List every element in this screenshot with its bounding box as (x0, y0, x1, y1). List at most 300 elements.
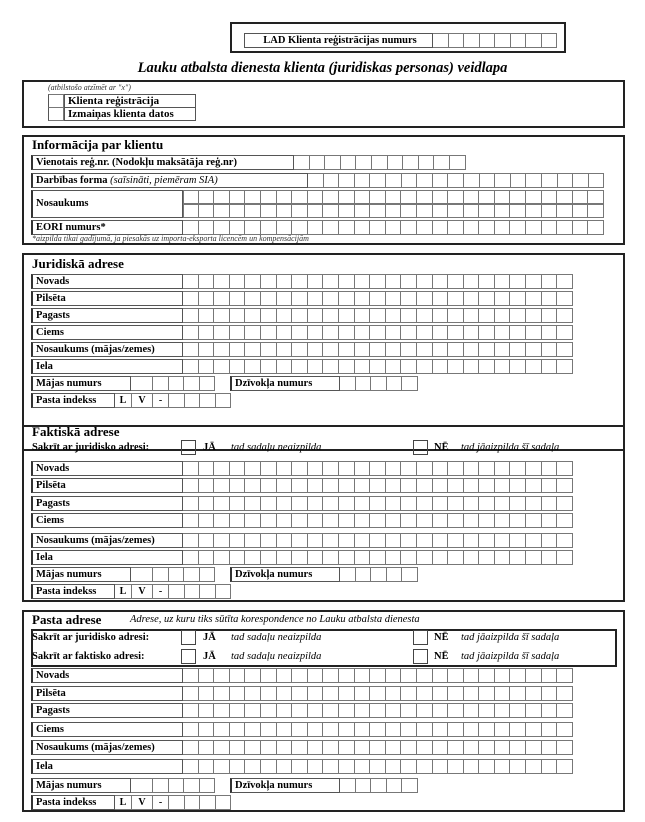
char-cell[interactable] (433, 461, 449, 476)
char-cell[interactable] (323, 325, 339, 340)
char-cell[interactable] (479, 722, 495, 737)
char-cell[interactable] (526, 668, 542, 683)
char-cell[interactable] (199, 703, 215, 718)
char-cell[interactable] (214, 668, 230, 683)
char-cell[interactable] (292, 204, 308, 218)
char-cell[interactable] (355, 478, 371, 493)
char-cell[interactable] (401, 722, 417, 737)
char-cell[interactable] (386, 703, 402, 718)
char-cell[interactable] (433, 359, 449, 374)
char-cell[interactable] (323, 686, 339, 701)
char-cell[interactable] (510, 722, 526, 737)
char-cell[interactable] (339, 325, 355, 340)
char-cell[interactable] (526, 740, 542, 755)
char-cell[interactable] (510, 513, 526, 528)
char-cell[interactable] (183, 740, 199, 755)
char-cell[interactable] (573, 190, 589, 204)
char-cell[interactable] (526, 703, 542, 718)
char-cell[interactable] (200, 567, 216, 582)
char-cell[interactable] (557, 513, 573, 528)
char-cell[interactable] (557, 496, 573, 511)
char-cell[interactable] (495, 668, 511, 683)
char-cell[interactable] (573, 220, 589, 235)
char-cell[interactable] (526, 342, 542, 357)
char-cell[interactable] (245, 513, 261, 528)
char-cell[interactable] (169, 778, 185, 793)
char-cell[interactable] (386, 461, 402, 476)
char-cell[interactable] (542, 173, 558, 188)
char-cell[interactable] (277, 478, 293, 493)
char-cell[interactable] (308, 291, 324, 306)
char-cell[interactable] (230, 740, 246, 755)
char-cell[interactable] (323, 478, 339, 493)
char-cell[interactable] (355, 325, 371, 340)
char-cell[interactable] (230, 759, 246, 774)
char-cell[interactable] (557, 703, 573, 718)
char-cell[interactable] (448, 478, 464, 493)
char-cell[interactable] (448, 533, 464, 548)
char-cell[interactable] (495, 291, 511, 306)
char-cell[interactable] (448, 308, 464, 323)
char-cell[interactable] (261, 759, 277, 774)
char-cell[interactable] (557, 550, 573, 565)
char-cell[interactable] (401, 274, 417, 289)
char-cell[interactable] (495, 220, 511, 235)
char-cell[interactable] (261, 533, 277, 548)
char-cell[interactable] (214, 550, 230, 565)
char-cell[interactable] (495, 461, 511, 476)
char-cell[interactable] (542, 533, 558, 548)
char-cell[interactable] (557, 461, 573, 476)
char-cell[interactable] (401, 759, 417, 774)
char-cell[interactable] (464, 513, 480, 528)
char-cell[interactable] (495, 342, 511, 357)
char-cell[interactable] (308, 274, 324, 289)
char-cell[interactable] (277, 703, 293, 718)
char-cell[interactable] (448, 342, 464, 357)
char-cell[interactable] (339, 550, 355, 565)
char-cell[interactable] (495, 513, 511, 528)
char-cell[interactable] (339, 513, 355, 528)
char-cell[interactable] (245, 686, 261, 701)
char-cell[interactable] (339, 496, 355, 511)
char-cell[interactable] (542, 325, 558, 340)
char-cell[interactable] (495, 550, 511, 565)
char-cell[interactable] (433, 204, 449, 218)
char-cell[interactable] (339, 342, 355, 357)
char-cell[interactable] (557, 342, 573, 357)
char-cell[interactable] (557, 204, 573, 218)
char-cell[interactable] (216, 393, 232, 408)
char-cell[interactable] (230, 668, 246, 683)
char-cell[interactable] (277, 722, 293, 737)
char-cell[interactable] (245, 308, 261, 323)
char-cell[interactable] (495, 703, 511, 718)
char-cell[interactable] (464, 722, 480, 737)
char-cell[interactable] (294, 155, 310, 170)
char-cell[interactable] (355, 722, 371, 737)
char-cell[interactable] (464, 308, 480, 323)
char-cell[interactable] (261, 220, 277, 235)
char-cell[interactable] (417, 359, 433, 374)
char-cell[interactable] (277, 740, 293, 755)
char-cell[interactable] (169, 584, 185, 599)
char-cell[interactable] (387, 567, 403, 582)
char-cell[interactable] (230, 291, 246, 306)
char-cell[interactable] (557, 325, 573, 340)
char-cell[interactable] (245, 533, 261, 548)
char-cell[interactable] (199, 461, 215, 476)
char-cell[interactable] (526, 274, 542, 289)
char-cell[interactable] (417, 686, 433, 701)
char-cell[interactable] (495, 759, 511, 774)
char-cell[interactable] (464, 759, 480, 774)
char-cell[interactable] (183, 308, 199, 323)
char-cell[interactable] (261, 204, 277, 218)
char-cell[interactable] (245, 220, 261, 235)
char-cell[interactable] (479, 513, 495, 528)
char-cell[interactable] (339, 668, 355, 683)
char-cell[interactable] (292, 220, 308, 235)
char-cell[interactable] (323, 550, 339, 565)
char-cell[interactable] (479, 190, 495, 204)
char-cell[interactable] (526, 722, 542, 737)
char-cell[interactable] (479, 308, 495, 323)
char-cell[interactable] (386, 478, 402, 493)
char-cell[interactable] (401, 513, 417, 528)
char-cell[interactable] (417, 759, 433, 774)
char-cell[interactable] (214, 220, 230, 235)
char-cell[interactable] (542, 204, 558, 218)
char-cell[interactable] (339, 461, 355, 476)
char-cell[interactable] (214, 461, 230, 476)
char-cell[interactable] (183, 513, 199, 528)
char-cell[interactable] (339, 703, 355, 718)
char-cell[interactable] (387, 376, 403, 391)
char-cell[interactable] (511, 33, 527, 48)
char-cell[interactable] (510, 668, 526, 683)
char-cell[interactable] (573, 173, 589, 188)
checkbox-data-changes[interactable] (48, 107, 64, 121)
char-cell[interactable] (230, 359, 246, 374)
char-cell[interactable] (417, 204, 433, 218)
char-cell[interactable] (214, 686, 230, 701)
char-cell[interactable] (214, 190, 230, 204)
char-cell[interactable] (510, 204, 526, 218)
char-cell[interactable] (292, 686, 308, 701)
char-cell[interactable] (433, 740, 449, 755)
char-cell[interactable] (401, 703, 417, 718)
char-cell[interactable] (479, 274, 495, 289)
char-cell[interactable] (214, 759, 230, 774)
char-cell[interactable] (277, 496, 293, 511)
char-cell[interactable] (433, 759, 449, 774)
char-cell[interactable] (479, 461, 495, 476)
char-cell[interactable] (308, 220, 324, 235)
char-cell[interactable] (355, 291, 371, 306)
char-cell[interactable] (131, 778, 153, 793)
char-cell[interactable] (464, 325, 480, 340)
char-cell[interactable] (417, 513, 433, 528)
char-cell[interactable] (292, 703, 308, 718)
char-cell[interactable] (323, 204, 339, 218)
char-cell[interactable] (230, 478, 246, 493)
char-cell[interactable] (464, 274, 480, 289)
char-cell[interactable] (526, 513, 542, 528)
char-cell[interactable] (542, 550, 558, 565)
char-cell[interactable] (417, 190, 433, 204)
char-cell[interactable] (277, 342, 293, 357)
char-cell[interactable] (510, 308, 526, 323)
char-cell[interactable] (184, 778, 200, 793)
char-cell[interactable] (355, 686, 371, 701)
char-cell[interactable] (557, 533, 573, 548)
char-cell[interactable] (448, 220, 464, 235)
char-cell[interactable] (433, 686, 449, 701)
char-cell[interactable] (199, 274, 215, 289)
char-cell[interactable] (370, 173, 386, 188)
char-cell[interactable] (199, 220, 215, 235)
char-cell[interactable] (401, 461, 417, 476)
char-cell[interactable] (214, 740, 230, 755)
char-cell[interactable] (417, 496, 433, 511)
char-cell[interactable] (495, 496, 511, 511)
char-cell[interactable] (277, 550, 293, 565)
checkbox-client-registration[interactable] (48, 94, 64, 108)
char-cell[interactable] (401, 308, 417, 323)
char-cell[interactable] (433, 220, 449, 235)
char-cell[interactable] (292, 496, 308, 511)
char-cell[interactable] (355, 190, 371, 204)
char-cell[interactable] (153, 567, 169, 582)
char-cell[interactable] (386, 291, 402, 306)
char-cell[interactable] (292, 740, 308, 755)
char-cell[interactable] (323, 703, 339, 718)
char-cell[interactable] (558, 173, 574, 188)
char-cell[interactable] (589, 173, 605, 188)
char-cell[interactable] (573, 204, 589, 218)
char-cell[interactable] (433, 291, 449, 306)
char-cell[interactable] (433, 722, 449, 737)
char-cell[interactable] (308, 359, 324, 374)
char-cell[interactable] (355, 204, 371, 218)
char-cell[interactable] (292, 533, 308, 548)
char-cell[interactable] (355, 308, 371, 323)
char-cell[interactable] (199, 740, 215, 755)
char-cell[interactable] (323, 740, 339, 755)
char-cell[interactable] (183, 359, 199, 374)
char-cell[interactable] (341, 155, 357, 170)
char-cell[interactable] (323, 308, 339, 323)
char-cell[interactable] (479, 686, 495, 701)
char-cell[interactable] (370, 496, 386, 511)
char-cell[interactable] (183, 496, 199, 511)
char-cell[interactable] (199, 686, 215, 701)
char-cell[interactable] (245, 190, 261, 204)
char-cell[interactable] (339, 686, 355, 701)
char-cell[interactable] (292, 359, 308, 374)
char-cell[interactable] (542, 703, 558, 718)
char-cell[interactable] (495, 173, 511, 188)
char-cell[interactable] (230, 190, 246, 204)
char-cell[interactable] (434, 155, 450, 170)
char-cell[interactable] (356, 567, 372, 582)
char-cell[interactable] (371, 376, 387, 391)
char-cell[interactable] (261, 359, 277, 374)
char-cell[interactable] (183, 291, 199, 306)
char-cell[interactable] (510, 550, 526, 565)
char-cell[interactable] (185, 393, 201, 408)
char-cell[interactable] (339, 190, 355, 204)
char-cell[interactable] (355, 220, 371, 235)
char-cell[interactable] (308, 204, 324, 218)
char-cell[interactable] (370, 204, 386, 218)
char-cell[interactable] (277, 533, 293, 548)
char-cell[interactable] (183, 204, 199, 218)
char-cell[interactable] (339, 740, 355, 755)
char-cell[interactable] (339, 722, 355, 737)
char-cell[interactable] (292, 308, 308, 323)
char-cell[interactable] (448, 668, 464, 683)
char-cell[interactable] (214, 513, 230, 528)
char-cell[interactable] (245, 204, 261, 218)
char-cell[interactable] (542, 478, 558, 493)
char-cell[interactable] (433, 33, 449, 48)
char-cell[interactable] (433, 668, 449, 683)
char-cell[interactable] (386, 173, 402, 188)
char-cell[interactable] (510, 686, 526, 701)
char-cell[interactable] (479, 533, 495, 548)
char-cell[interactable] (510, 703, 526, 718)
char-cell[interactable] (308, 550, 324, 565)
char-cell[interactable] (199, 190, 215, 204)
char-cell[interactable] (277, 359, 293, 374)
char-cell[interactable] (510, 291, 526, 306)
char-cell[interactable] (510, 740, 526, 755)
char-cell[interactable] (557, 686, 573, 701)
char-cell[interactable] (370, 291, 386, 306)
char-cell[interactable] (323, 291, 339, 306)
char-cell[interactable] (261, 703, 277, 718)
char-cell[interactable] (448, 461, 464, 476)
char-cell[interactable] (277, 668, 293, 683)
char-cell[interactable] (386, 740, 402, 755)
char-cell[interactable] (448, 204, 464, 218)
option-data-changes[interactable] (48, 107, 196, 121)
char-cell[interactable] (261, 308, 277, 323)
char-cell[interactable] (417, 342, 433, 357)
char-cell[interactable] (464, 478, 480, 493)
char-cell[interactable] (402, 173, 418, 188)
char-cell[interactable] (557, 740, 573, 755)
char-cell[interactable] (308, 722, 324, 737)
char-cell[interactable] (464, 220, 480, 235)
char-cell[interactable] (479, 550, 495, 565)
char-cell[interactable] (245, 496, 261, 511)
char-cell[interactable] (479, 703, 495, 718)
char-cell[interactable] (557, 274, 573, 289)
char-cell[interactable] (199, 359, 215, 374)
char-cell[interactable] (495, 33, 511, 48)
char-cell[interactable] (200, 795, 216, 810)
char-cell[interactable] (277, 308, 293, 323)
char-cell[interactable] (153, 778, 169, 793)
char-cell[interactable] (308, 478, 324, 493)
char-cell[interactable] (183, 190, 199, 204)
char-cell[interactable] (277, 686, 293, 701)
char-cell[interactable] (214, 325, 230, 340)
char-cell[interactable] (526, 359, 542, 374)
char-cell[interactable] (464, 740, 480, 755)
char-cell[interactable] (464, 686, 480, 701)
char-cell[interactable] (292, 550, 308, 565)
char-cell[interactable] (183, 722, 199, 737)
char-cell[interactable] (401, 359, 417, 374)
char-cell[interactable] (510, 533, 526, 548)
char-cell[interactable] (370, 308, 386, 323)
char-cell[interactable] (401, 204, 417, 218)
char-cell[interactable] (355, 359, 371, 374)
char-cell[interactable] (153, 376, 169, 391)
char-cell[interactable] (214, 722, 230, 737)
char-cell[interactable] (292, 325, 308, 340)
char-cell[interactable] (169, 393, 185, 408)
char-cell[interactable] (323, 342, 339, 357)
char-cell[interactable] (199, 325, 215, 340)
char-cell[interactable] (542, 668, 558, 683)
char-cell[interactable] (386, 342, 402, 357)
char-cell[interactable] (448, 325, 464, 340)
char-cell[interactable] (526, 220, 542, 235)
char-cell[interactable] (370, 668, 386, 683)
char-cell[interactable] (200, 393, 216, 408)
char-cell[interactable] (448, 550, 464, 565)
actual-yes-checkbox[interactable] (181, 440, 196, 455)
char-cell[interactable] (557, 308, 573, 323)
char-cell[interactable] (526, 461, 542, 476)
char-cell[interactable] (261, 478, 277, 493)
char-cell[interactable] (450, 155, 466, 170)
char-cell[interactable] (292, 722, 308, 737)
char-cell[interactable] (230, 308, 246, 323)
char-cell[interactable] (340, 376, 356, 391)
char-cell[interactable] (557, 668, 573, 683)
char-cell[interactable] (131, 567, 153, 582)
char-cell[interactable] (402, 376, 418, 391)
char-cell[interactable] (464, 173, 480, 188)
char-cell[interactable] (401, 190, 417, 204)
postal-legal-no-checkbox[interactable] (413, 630, 428, 645)
char-cell[interactable] (310, 155, 326, 170)
char-cell[interactable] (479, 325, 495, 340)
char-cell[interactable] (183, 550, 199, 565)
char-cell[interactable] (214, 342, 230, 357)
char-cell[interactable] (230, 496, 246, 511)
char-cell[interactable] (386, 359, 402, 374)
char-cell[interactable] (542, 274, 558, 289)
char-cell[interactable] (292, 190, 308, 204)
char-cell[interactable] (495, 359, 511, 374)
postal-actual-yes-checkbox[interactable] (181, 649, 196, 664)
char-cell[interactable] (230, 513, 246, 528)
char-cell[interactable] (370, 359, 386, 374)
char-cell[interactable] (510, 478, 526, 493)
char-cell[interactable] (526, 308, 542, 323)
char-cell[interactable] (308, 190, 324, 204)
char-cell[interactable] (323, 668, 339, 683)
char-cell[interactable] (292, 461, 308, 476)
char-cell[interactable] (464, 461, 480, 476)
